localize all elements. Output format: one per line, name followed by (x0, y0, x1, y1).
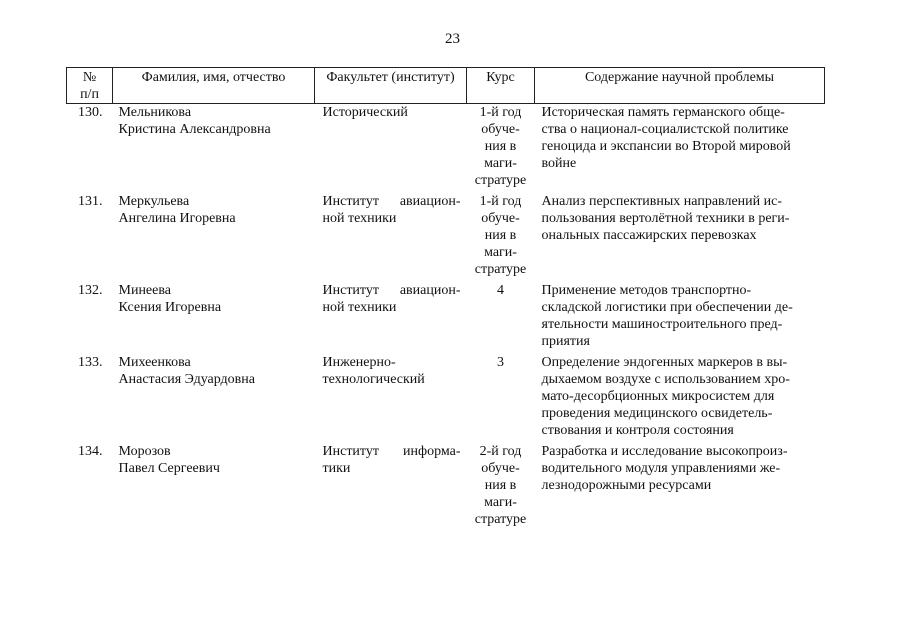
table-row (67, 354, 825, 443)
row-topic: Разработка и исследование высокопроиз- водительного модуля управлениями же- лезнодорожными ресурсами (541, 444, 788, 493)
row-number: 133. (78, 355, 103, 370)
row-surname: Минеева (118, 283, 171, 298)
table-row (67, 443, 825, 528)
header-topic: Содержание научной проблемы (535, 68, 825, 104)
row-given-names: Ксения Игоревна (118, 300, 222, 315)
row-topic: Историческая память германского обще- ства о национал-социалистской политике геноцида и экспансии во Второй мировой войне (541, 105, 791, 171)
row-given-names: Ангелина Игоревна (118, 211, 236, 226)
row-given-names: Павел Сергеевич (118, 461, 220, 476)
header-faculty: Факультет (институт) (315, 68, 467, 104)
row-topic: Применение методов транспортно- складской логистики при обеспечении де- ятельности машиностроительного пред- приятия (541, 283, 793, 349)
table-row (67, 193, 825, 282)
table-row (67, 282, 825, 354)
header-number: № п/п (67, 68, 113, 104)
page-number: 23 (445, 31, 460, 47)
row-number: 132. (78, 283, 103, 298)
header-name: Фамилия, имя, отчество (113, 68, 315, 104)
row-full-name (113, 282, 315, 354)
row-number: 134. (78, 444, 103, 459)
row-number: 130. (78, 105, 103, 120)
row-course: 1-й год обуче- ния в маги- стратуре (474, 194, 527, 277)
row-course: 2-й год обуче- ния в маги- стратуре (474, 444, 527, 527)
row-number: 131. (78, 194, 103, 209)
row-course: 3 (497, 355, 504, 370)
row-full-name (113, 443, 315, 528)
row-given-names: Анастасия Эдуардовна (118, 372, 255, 387)
table-header-row (67, 68, 825, 104)
row-surname: Михеенкова (118, 355, 191, 370)
students-table (66, 67, 825, 528)
row-given-names: Кристина Александровна (118, 122, 271, 137)
row-surname: Морозов (118, 444, 171, 459)
row-faculty: Инженерно-технологический (322, 355, 425, 387)
row-faculty: Институт авиацион-ной техники (322, 194, 461, 226)
row-faculty: Исторический (322, 105, 408, 120)
row-topic: Анализ перспективных направлений ис- пользования вертолётной техники в реги- ональных пассажирских перевозках (541, 194, 790, 243)
table-row (67, 104, 825, 194)
row-full-name (113, 354, 315, 443)
header-course: Курс (467, 68, 535, 104)
row-surname: Мельникова (118, 105, 192, 120)
row-course: 1-й год обуче- ния в маги- стратуре (474, 105, 527, 188)
row-faculty: Институт информа-тики (322, 444, 461, 476)
row-full-name (113, 193, 315, 282)
row-surname: Меркульева (118, 194, 190, 209)
row-topic: Определение эндогенных маркеров в вы- дыхаемом воздухе с использованием хро- мато-десорбционных микросистем для проведения медицинского освидетель- ствования и контроля состояния (541, 355, 790, 438)
row-full-name (113, 104, 315, 194)
row-course: 4 (497, 283, 504, 298)
row-faculty: Институт авиацион-ной техники (322, 283, 461, 315)
